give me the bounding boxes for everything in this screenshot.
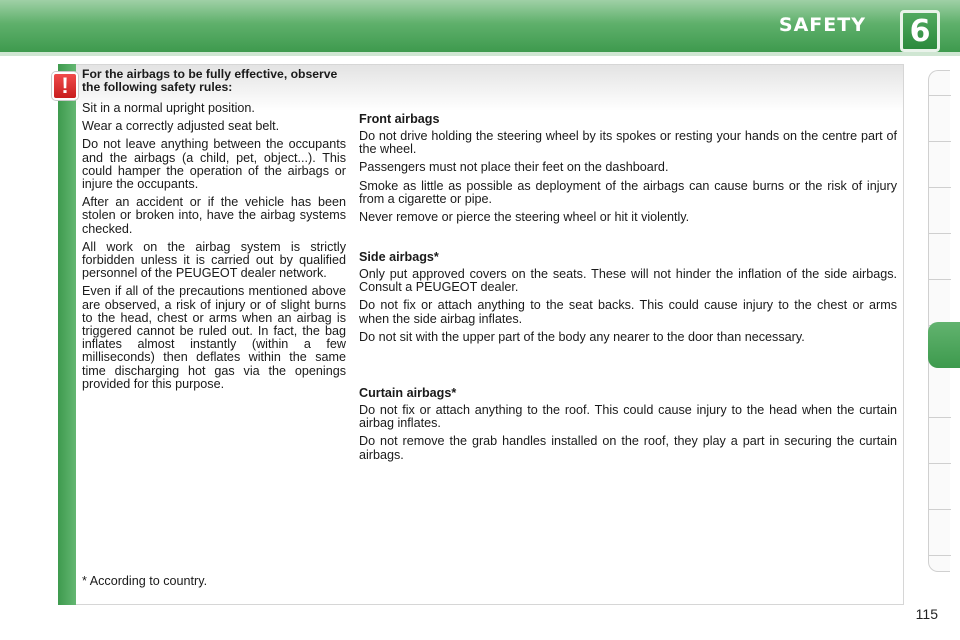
left-paragraph: Sit in a normal upright position. (82, 101, 255, 115)
left-paragraph: Wear a correctly adjusted seat belt. (82, 119, 280, 134)
left-column (82, 68, 346, 396)
section-paragraph: Do not drive holding the steering wheel by its spokes or resting your hands on the centre part of the wheel. (359, 129, 897, 157)
left-paragraph: Do not leave anything between the occupants and the airbags (a child, pet, object...). This could hamper the operation of the airbags or injure the occupants. (82, 137, 346, 192)
section-paragraph: Do not fix or attach anything to the seat backs. This could cause injury to the chest or arms when the side airbag inflates. (359, 298, 897, 326)
tab-divider (929, 555, 951, 556)
section-paragraph: Only put approved covers on the seats. These will not hinder the inflation of the side airbags. Consult a PEUGEOT dealer. (359, 267, 897, 295)
tab-divider (929, 463, 951, 464)
footnote: * According to country. (82, 574, 208, 588)
chapter-tab-strip (928, 70, 950, 572)
section-paragraph: Never remove or pierce the steering wheel or hit it violently. (359, 210, 690, 225)
side-airbags-section (359, 250, 897, 349)
section-heading: Side airbags* (359, 250, 439, 264)
tab-divider (929, 509, 951, 510)
left-paragraph: Even if all of the precautions mentioned above are observed, a risk of injury or of slight burns to the head, chest or arms when an airbag is triggered cannot be ruled out. In fact, the bag inflates almost instantly (within a few milliseconds) then deflates within the same time discharging hot gas via the openings provided for this purpose. (82, 284, 346, 391)
section-heading: Front airbags (359, 112, 440, 126)
tab-divider (929, 279, 951, 280)
chapter-title: SAFETY (778, 14, 866, 36)
safety-rules-intro: For the airbags to be fully effective, observe the following safety rules: (82, 67, 338, 94)
chapter-number-badge: 6 (900, 10, 940, 52)
section-paragraph: Do not remove the grab handles installed on the roof, they play a part in securing the curtain airbags. (359, 434, 897, 462)
tab-divider (929, 187, 951, 188)
tab-divider (929, 95, 951, 96)
section-heading: Curtain airbags* (359, 386, 457, 400)
active-chapter-tab[interactable] (928, 322, 960, 368)
tab-divider (929, 417, 951, 418)
warning-icon: ! (52, 72, 78, 100)
section-paragraph: Do not sit with the upper part of the body any nearer to the door than necessary. (359, 329, 805, 344)
front-airbags-section (359, 112, 897, 229)
left-paragraph: All work on the airbag system is strictly forbidden unless it is carried out by qualified personnel of the PEUGEOT dealer network. (82, 239, 346, 281)
tab-divider (929, 141, 951, 142)
section-paragraph: Do not fix or attach anything to the roof. This could cause injury to the head when the curtain airbag inflates. (359, 403, 897, 431)
tab-divider (929, 233, 951, 234)
section-paragraph: Passengers must not place their feet on the dashboard. (359, 160, 669, 175)
page-number: 115 (915, 606, 938, 622)
curtain-airbags-section (359, 386, 897, 467)
section-paragraph: Smoke as little as possible as deployment of the airbags can cause burns or the risk of injury from a cigarette or pipe. (359, 178, 897, 206)
panel-green-stripe (58, 64, 76, 605)
left-paragraph: After an accident or if the vehicle has been stolen or broken into, have the airbag systems checked. (82, 195, 346, 236)
header-underline (0, 52, 960, 56)
